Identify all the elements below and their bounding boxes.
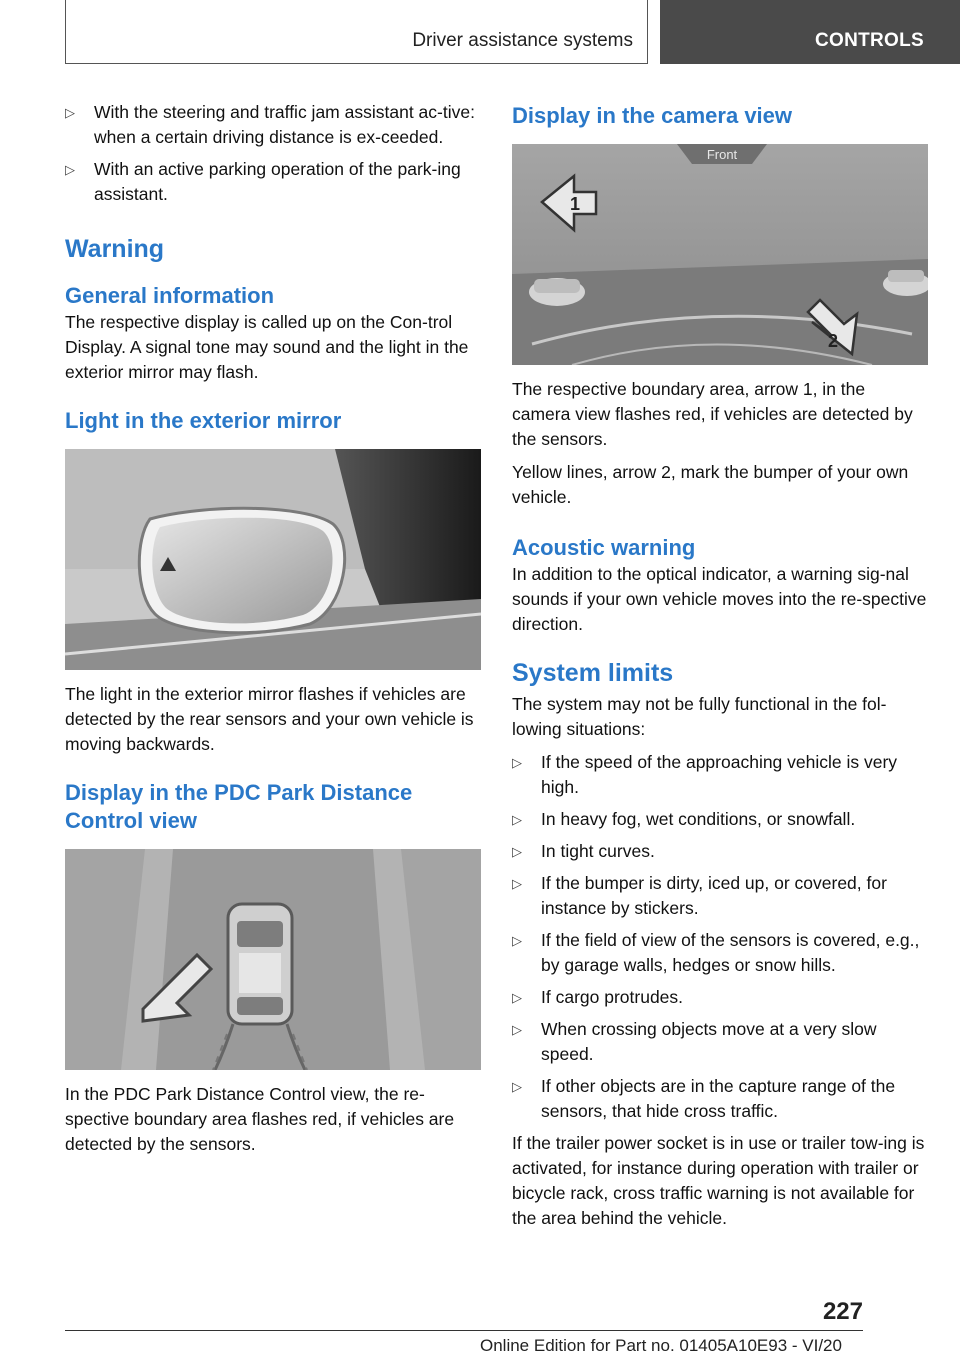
list-item-text: If other objects are in the capture range of the sensors, that hide cross traffic. bbox=[541, 1076, 896, 1121]
list-item bbox=[512, 839, 928, 864]
list-item-text: In tight curves. bbox=[541, 841, 655, 861]
list-item bbox=[65, 157, 481, 207]
left-column bbox=[65, 100, 481, 1165]
heading-pdc-view: Display in the PDC Park Distance Control view bbox=[65, 780, 413, 833]
header-chapter-box bbox=[660, 0, 960, 64]
camera-text-1: The respective boundary area, arrow 1, in the camera view flashes red, if vehicles are detected by the sensors. bbox=[512, 379, 913, 449]
header-chapter-title: CONTROLS bbox=[815, 30, 925, 51]
footer-edition: Online Edition for Part no. 01405A10E93 - VI/20 bbox=[480, 1336, 842, 1355]
car-right-icon bbox=[883, 270, 928, 296]
car-left-icon bbox=[529, 278, 585, 306]
bullet-marker-icon: ▷ bbox=[512, 844, 522, 859]
heading-system-limits: System limits bbox=[512, 659, 674, 687]
system-limits-text: The system may not be fully functional in the fol‐lowing situations: bbox=[512, 694, 887, 739]
bullet-marker-icon: ▷ bbox=[65, 105, 75, 120]
trailer-text: If the trailer power socket is in use or trailer tow‐ing is activated, for instance during operation with trailer or bicycle rack, cross traffic warning is not available for the area behind the vehicle. bbox=[512, 1133, 925, 1228]
heading-acoustic-warning: Acoustic warning bbox=[512, 535, 696, 560]
pdc-view-image bbox=[65, 849, 481, 1070]
list-item bbox=[512, 1017, 928, 1067]
bullet-marker-icon: ▷ bbox=[512, 990, 522, 1005]
list-item-text: When crossing objects move at a very slow speed. bbox=[541, 1019, 877, 1064]
acoustic-warning-text: In addition to the optical indicator, a warning sig‐nal sounds if your own vehicle moves into the re‐spective direction. bbox=[512, 564, 927, 634]
list-item-text: With the steering and traffic jam assistant ac‐tive: when a certain driving distance is ex‐ceeded. bbox=[94, 102, 475, 147]
list-item-text: If the speed of the approaching vehicle is very high. bbox=[541, 752, 898, 797]
camera-text-2: Yellow lines, arrow 2, mark the bumper of your own vehicle. bbox=[512, 462, 909, 507]
exterior-mirror-text: The light in the exterior mirror flashes if vehicles are detected by the rear sensors and your own vehicle is moving backwards. bbox=[65, 684, 474, 754]
list-item-text: If cargo protrudes. bbox=[541, 987, 684, 1007]
list-item-text: If the bumper is dirty, iced up, or covered, for instance by stickers. bbox=[541, 873, 887, 918]
heading-camera-view: Display in the camera view bbox=[512, 103, 793, 128]
page-number: 227 bbox=[822, 1298, 863, 1325]
bullet-marker-icon: ▷ bbox=[512, 1079, 522, 1094]
list-item bbox=[65, 100, 481, 150]
list-item-text: If the field of view of the sensors is covered, e.g., by garage walls, hedges or snow hills. bbox=[541, 930, 920, 975]
bullet-marker-icon: ▷ bbox=[65, 162, 75, 177]
list-item bbox=[512, 871, 928, 921]
bullet-marker-icon: ▷ bbox=[512, 933, 522, 948]
heading-general-information: General information bbox=[65, 283, 275, 308]
list-item bbox=[512, 807, 928, 832]
pdc-view-text: In the PDC Park Distance Control view, the re‐spective boundary area flashes red, if vehicles are detected by the sensors. bbox=[65, 1084, 455, 1154]
general-information-text: The respective display is called up on the Con‐trol Display. A signal tone may sound and the light in the exterior mirror may flash. bbox=[65, 312, 469, 382]
list-item-text: In heavy fog, wet conditions, or snowfall. bbox=[541, 809, 856, 829]
heading-exterior-mirror: Light in the exterior mirror bbox=[65, 408, 342, 433]
right-column bbox=[512, 100, 928, 1239]
arrow-2-label: 2 bbox=[828, 331, 839, 351]
list-item-text: With an active parking operation of the park‐ing assistant. bbox=[94, 159, 461, 204]
bullet-marker-icon: ▷ bbox=[512, 755, 522, 770]
list-item bbox=[512, 928, 928, 978]
bullet-marker-icon: ▷ bbox=[512, 812, 522, 827]
bullet-marker-icon: ▷ bbox=[512, 876, 522, 891]
exterior-mirror-image bbox=[65, 449, 481, 670]
list-item bbox=[512, 750, 928, 800]
list-item bbox=[512, 1074, 928, 1124]
camera-front-label: Front bbox=[706, 147, 738, 162]
arrow-1-label: 1 bbox=[570, 194, 581, 214]
list-item bbox=[512, 985, 928, 1010]
heading-warning: Warning bbox=[65, 235, 165, 263]
header-section-title: Driver assistance systems bbox=[412, 30, 633, 51]
header-section-box bbox=[65, 0, 648, 64]
footer-rule bbox=[65, 1330, 863, 1331]
bullet-marker-icon: ▷ bbox=[512, 1022, 522, 1037]
camera-view-image bbox=[512, 144, 928, 365]
